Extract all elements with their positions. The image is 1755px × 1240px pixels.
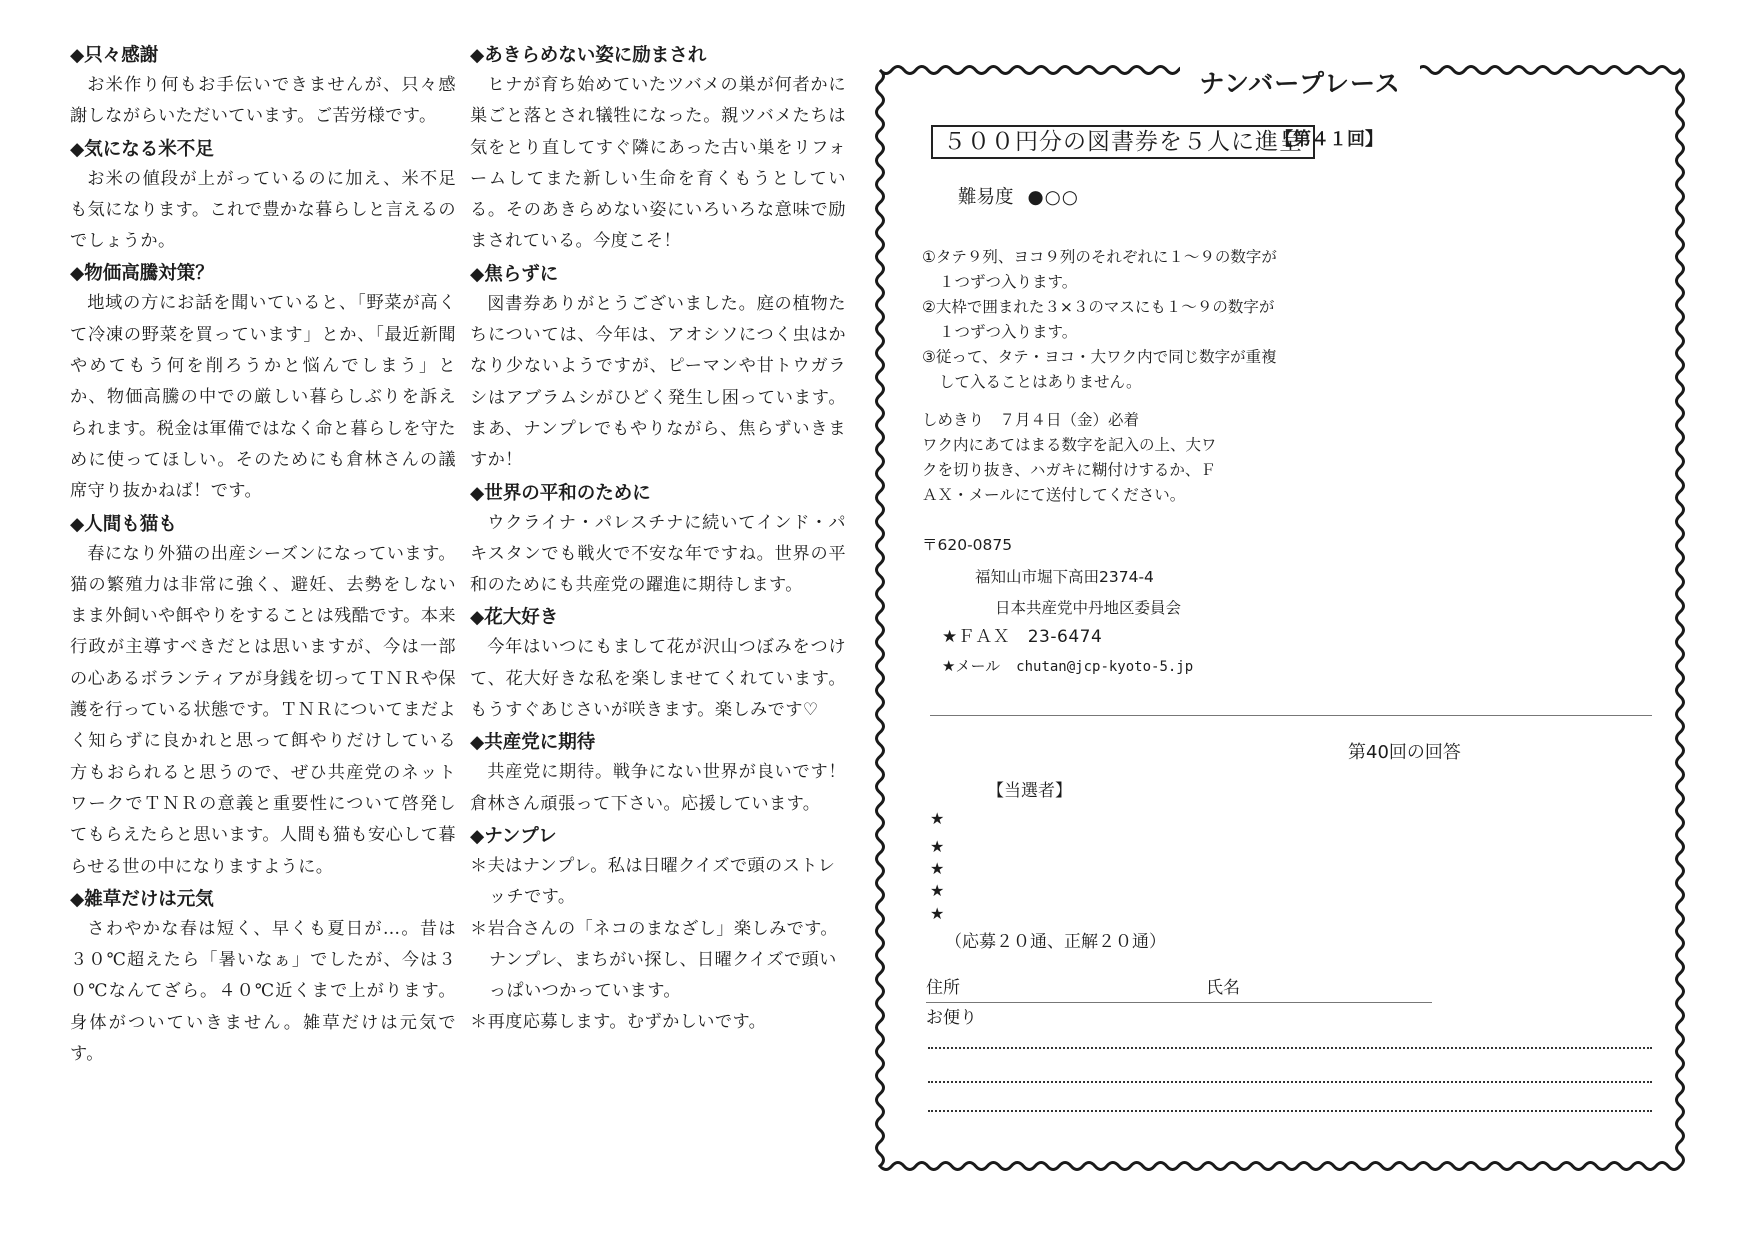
number-place-panel (870, 56, 1690, 1176)
letter-body: お米の値段が上がっているのに加え、米不足も気になります。これで豊かな暮らしと言えるのでしょうか。 (70, 168, 456, 252)
letter-section (470, 261, 846, 477)
rule-2: ②大枠で囲まれた３×３のマスにも１～９の数字が１つずつ入ります。 (922, 298, 1275, 341)
submit-instructions: ワク内にあてはまる数字を記入の上、大ワクを切り抜き、ハガキに糊付けするか、ＦＡＸ・メールにて送付してください。 (922, 436, 1217, 504)
rule-1: ①タテ９列、ヨコ９列のそれぞれに１～９の数字が１つずつ入ります。 (922, 248, 1277, 291)
letter-section (70, 42, 456, 133)
committee-name: 日本共産党中丹地区委員会 (995, 599, 1182, 617)
difficulty-rating: ●○○ (1027, 187, 1079, 208)
wavy-border (870, 56, 1690, 1176)
section-divider (930, 715, 1652, 716)
letter-section (470, 729, 846, 820)
winners-label: 【当選者】 (987, 781, 1072, 801)
letter-body: 図書券ありがとうございました。庭の植物たちについては、今年は、アオシソにつく虫はかなり少ないようですが、ピーマンや甘トウガラシはアブラムシがひどく発生し困っています。まあ、ナンプレでもやりながら、焦らずいきますか！ (470, 293, 846, 471)
letter-heading: ◆物価高騰対策？ (70, 263, 214, 285)
mail-address: 福知山市堀下高田2374-4 (975, 568, 1154, 586)
letter-heading: ◆共産党に期待 (470, 732, 596, 754)
letter-body: 共産党に期待。戦争にない世界が良いです！倉林さん頑張って下さい。応援しています。 (470, 762, 846, 814)
fax-number: ★ＦＡＸ 23-6474 (942, 627, 1103, 647)
letter-heading: ◆只々感謝 (70, 45, 159, 66)
prize-box: ５００円分の図書券を５人に進呈 (931, 125, 1315, 159)
winner-star: ★ (930, 859, 945, 878)
deadline: しめきり ７月４日（金）必着 (922, 411, 1140, 429)
reader-note: ＊夫はナンプレ。私は日曜クイズで頭のストレッチです。 (470, 855, 836, 908)
form-note-label: お便り (926, 1008, 977, 1028)
writing-line (928, 1110, 1652, 1112)
letter-heading: ◆気になる米不足 (70, 138, 214, 160)
postal-code: 〒620-0875 (922, 536, 1013, 554)
letter-section (470, 42, 846, 258)
winner-star: ★ (930, 904, 945, 923)
rule-3: ③従って、タテ・ヨコ・大ワク内で同じ数字が重複して入ることはありません。 (922, 348, 1277, 391)
email-label: ★メール (942, 657, 1001, 675)
form-address-label: 住所 (926, 978, 960, 998)
panel-title: ナンバープレース (1180, 64, 1420, 104)
letter-body: さわやかな春は短く、早くも夏日が…。昔は３０℃超えたら「暑いなぁ」でしたが、今は３０℃なんてざら。４０℃近くまで上がります。身体がついていきません。雑草だけは元気です。 (70, 918, 456, 1065)
letters-column-1 (70, 42, 456, 1070)
winner-star: ★ (930, 837, 945, 856)
letter-heading: ◆ナンプレ (470, 825, 557, 847)
letter-heading: ◆雑草だけは元気 (70, 888, 214, 910)
letter-section (70, 511, 456, 883)
reader-note: ＊再度応募します。むずかしいです。 (470, 1012, 767, 1033)
winner-star: ★ (930, 809, 945, 828)
difficulty-label: 難易度 (958, 187, 1014, 208)
writing-line (928, 1081, 1652, 1083)
email-line (942, 653, 1193, 680)
winner-star: ★ (930, 881, 945, 900)
writing-line (928, 1047, 1652, 1049)
email-address: chutan@jcp-kyoto-5.jp (1016, 659, 1194, 675)
reader-note: ＊岩合さんの「ネコのまなざし」楽しみです。ナンプレ、まちがい探し、日曜クイズで頭いっぱいつかっています。 (470, 918, 838, 1002)
letter-heading: ◆世界の平和のために (470, 482, 651, 504)
form-underline (926, 1002, 1432, 1003)
letter-section (70, 886, 456, 1070)
letters-column-2 (470, 42, 846, 1039)
rules-list (922, 245, 1282, 395)
letter-section (470, 604, 846, 726)
form-name-label: 氏名 (1206, 978, 1240, 998)
letter-body: 春になり外猫の出産シーズンになっています。猫の繁殖力は非常に強く、避妊、去勢をしないまま外飼いや餌やりをすることは残酷です。本来行政が主導すべきだとは思いますが、今は一部の心あるボランティアが身銭を切ってＴＮＲや保護を行っている状態です。ＴＮＲについてまだよく知らずに良かれと思って餌やりだけしている方もおられると思うので、ぜひ共産党のネットワークでＴＮＲの意義と重要性について啓発してもらえたらと思います。人間も猫も安心して暮らせる世の中になりますように。 (70, 543, 456, 877)
letter-heading: ◆人間も猫も (70, 513, 177, 535)
letter-body: 地域の方にお話を聞いていると、「野菜が高くて冷凍の野菜を買っています」とか、「最近新聞やめてもう何を削ろうかと悩んでしまう」とか、物価高騰の中での厳しい暮らしぶりを訴えられます。税金は軍備ではなく命と暮らしを守ために使ってほしい。そのためにも倉林さんの議席守り抜かねば！です。 (70, 293, 456, 502)
letter-body: ヒナが育ち始めていたツバメの巣が何者かに巣ごと落とされ犠牲になった。親ツバメたちは気をとり直してすぐ隣にあった古い巣をリフォームしてまた新しい生命を育くもうとしている。そのあきらめない姿にいろいろな意味で励まされている。今度こそ！ (470, 75, 846, 252)
letter-section (70, 260, 456, 507)
entry-count: （応募２０通、正解２０通） (945, 932, 1166, 952)
letter-heading: ◆あきらめない姿に励まされ (470, 45, 707, 66)
difficulty (958, 184, 1079, 212)
previous-answer-title: 第40回の回答 (1348, 742, 1461, 763)
letter-section (70, 136, 456, 258)
letter-body: ウクライナ・パレスチナに続いてインド・パキスタンでも戦火で不安な年ですね。世界の平和のためにも共産党の躍進に期待します。 (470, 512, 846, 596)
letter-body: お米作り何もお手伝いできませんが、只々感謝しながらいただいています。ご苦労様です。 (70, 75, 456, 127)
letter-section (470, 480, 846, 602)
letter-body: 今年はいつにもまして花が沢山つぼみをつけて、花大好きな私を楽しませてくれています。もうすぐあじさいが咲きます。楽しみです♡ (470, 637, 846, 721)
issue-number: 【第４１回】 (1275, 129, 1383, 150)
letter-heading: ◆焦らずに (470, 263, 559, 285)
letter-heading: ◆花大好き (470, 607, 559, 629)
letter-section (470, 823, 846, 1039)
